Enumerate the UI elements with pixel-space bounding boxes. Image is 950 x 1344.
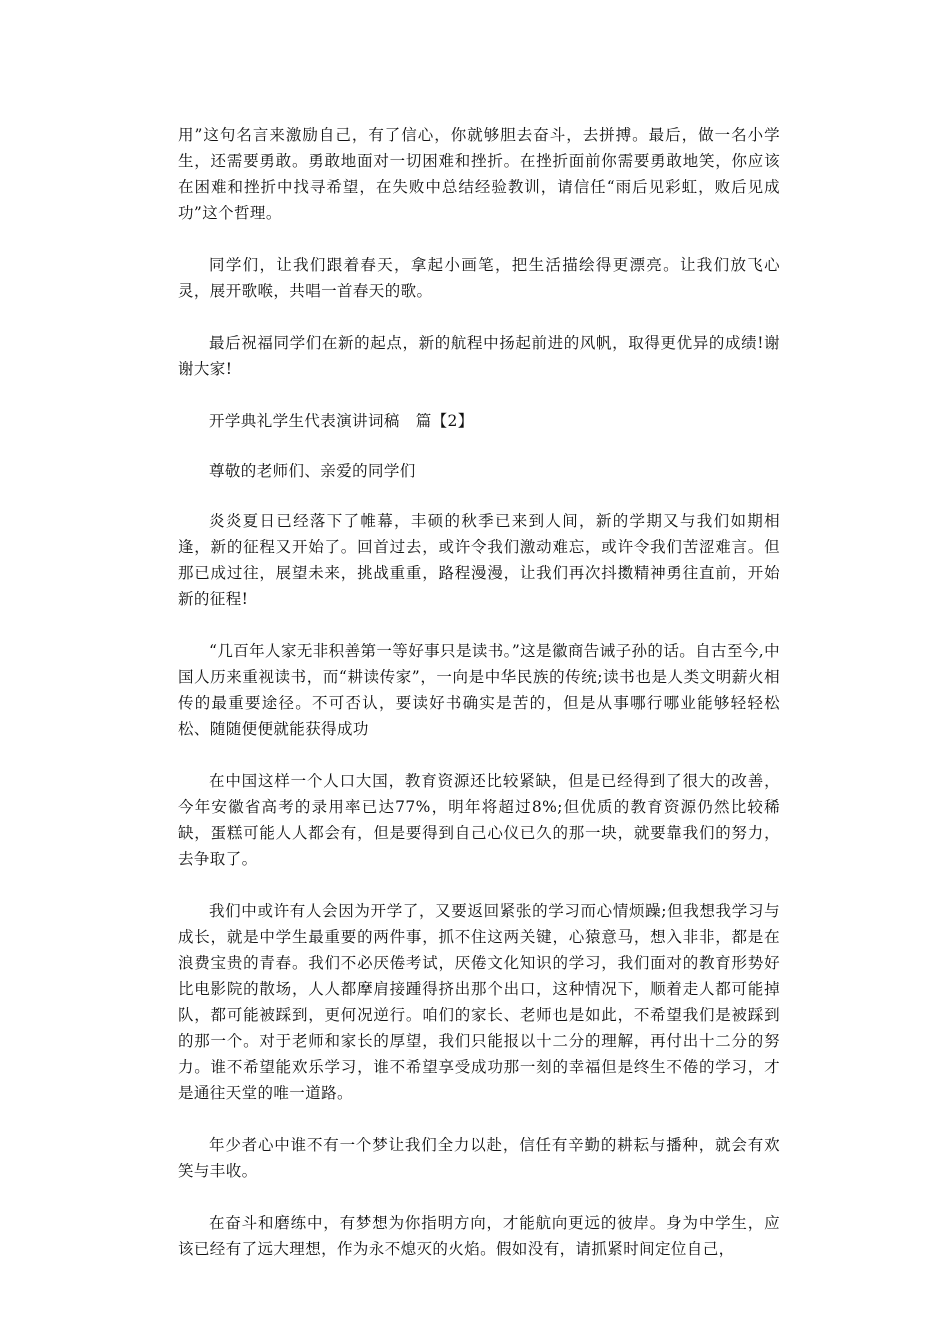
paragraph-spring: 同学们，让我们跟着春天，拿起小画笔，把生活描绘得更漂亮。让我们放飞心灵，展开歌喉，共唱一首春天的歌。: [178, 256, 780, 300]
paragraph-education-resources: 在中国这样一个人口大国，教育资源还比较紧缺，但是已经得到了很大的改善，今年安徽省高考的录用率已达77%，明年将超过8%;但优质的教育资源仍然比较稀缺，蛋糕可能人人都会有，但是要得到自己心仪已久的那一块，就要靠我们的努力，去争取了。: [178, 772, 780, 868]
salutation: 尊敬的老师们、亲爱的同学们: [209, 462, 416, 480]
paragraph-continuation: 用”这句名言来激励自己，有了信心，你就够胆去奋斗，去拼搏。最后，做一名小学生，还需要勇敢。勇敢地面对一切困难和挫折。在挫折面前你需要勇敢地笑，你应该在困难和挫折中找寻希望，在失败中总结经验教训，请信任“雨后见彩虹，败后见成功”这个哲理。: [178, 126, 780, 222]
paragraph-new-semester: 炎炎夏日已经落下了帷幕，丰硕的秋季已来到人间，新的学期又与我们如期相逢，新的征程又开始了。回首过去，或许令我们激动难忘，或许令我们苦涩难言。但那已成过往，展望未来，挑战重重，路程漫漫，让我们再次抖擞精神勇往直前，开始新的征程!: [178, 512, 780, 608]
section-heading: 开学典礼学生代表演讲词稿 篇【2】: [209, 412, 474, 430]
paragraph-closing-wishes: 最后祝福同学们在新的起点，新的航程中扬起前进的风帆，取得更优异的成绩!谢谢大家!: [178, 334, 780, 378]
paragraph-reading: “几百年人家无非积善第一等好事只是读书。”这是徽商告诫子孙的话。自古至今,中国人历来重视读书，而“耕读传家”，一向是中华民族的传统;读书也是人类文明薪火相传的最重要途径。不可否认，要读好书确实是苦的，但是从事哪行哪业能够轻轻松松、随随便便就能获得成功: [178, 642, 780, 738]
paragraph-dream: 年少者心中谁不有一个梦让我们全力以赴，信任有辛勤的耕耘与播种，就会有欢笑与丰收。: [178, 1136, 780, 1180]
paragraph-struggle: 在奋斗和磨练中，有梦想为你指明方向，才能航向更远的彼岸。身为中学生，应该已经有了远大理想，作为永不熄灭的火焰。假如没有，请抓紧时间定位自己，: [178, 1214, 780, 1258]
document-body: [178, 122, 780, 1288]
paragraph-study-growth: 我们中或许有人会因为开学了，又要返回紧张的学习而心情烦躁;但我想我学习与成长，就是中学生最重要的两件事，抓不住这两关键，心猿意马，想入非非，都是在浪费宝贵的青春。我们不必厌倦考试，厌倦文化知识的学习，我们面对的教育形势好比电影院的散场，人人都摩肩接踵得挤出那个出口，这种情况下，顺着走人都可能掉队，都可能被踩到，更何况逆行。咱们的家长、老师也是如此，不希望我们是被踩到的那一个。对于老师和家长的厚望，我们只能报以十二分的理解，再付出十二分的努力。谁不希望能欢乐学习，谁不希望享受成功那一刻的幸福但是终生不倦的学习，才是通往天堂的唯一道路。: [178, 902, 780, 1102]
